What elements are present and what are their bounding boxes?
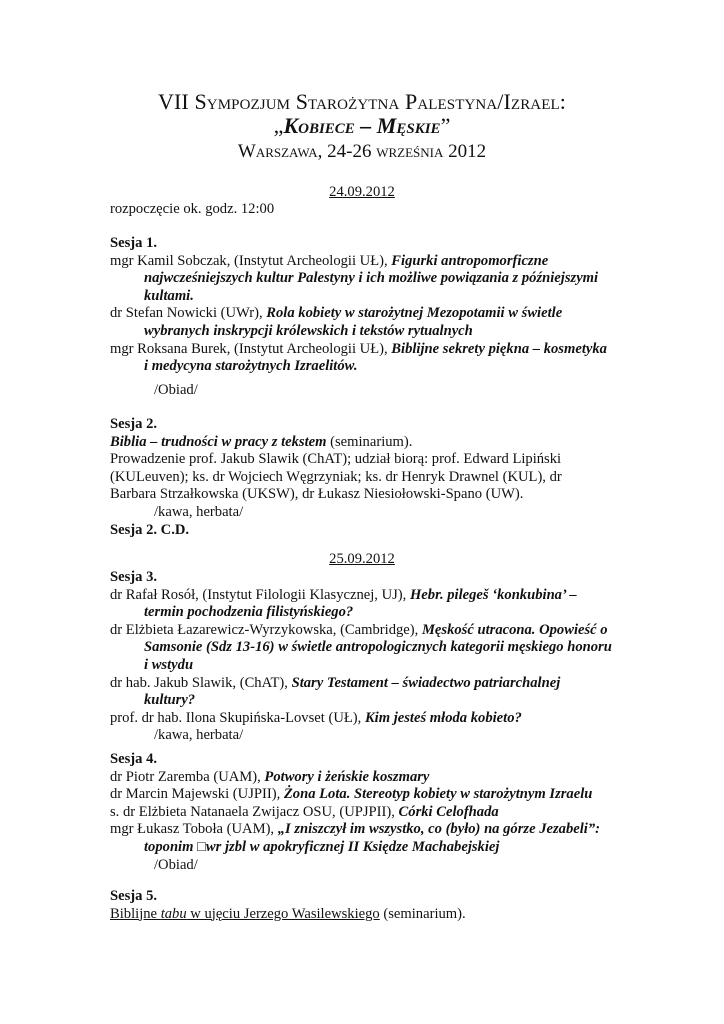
session-5: Sesja 5. Biblijne tabu w ujęciu Jerzego Wasilewskiego (seminarium). <box>110 888 640 923</box>
session-title: Sesja 3. <box>110 569 158 585</box>
talk-item: dr Elżbieta Łazarewicz-Wyrzykowska, (Cambridge), Męskość utracona. Opowieść o Samsonie (Sdz 13-16) w świetle antropologicznych kategorii męskiego honoru i wstydu <box>110 621 612 673</box>
talk-item: mgr Kamil Sobczak, (Instytut Archeologii UŁ), Figurki antropomorficzne najwcześniejszych kultur Palestyny i ich możliwe powiązania z późniejszymi kultami. <box>110 252 599 304</box>
talk-item: s. dr Elżbieta Natanaela Zwijacz OSU, (UPJPII), Córki Celofhada <box>110 803 499 820</box>
session-2: Sesja 2. Biblia – trudności w pracy z tekstem (seminarium). Prowadzenie prof. Jakub Slawik (ChAT); udział biorą: prof. Edward Lipiński (KULeuven); ks. dr Wojciech Węgrzyniak; ks. dr Henryk Drawnel (KUL), dr Barbara Strzałkowska (UKSW), dr Łukasz Niesiołowski-Spano (UW). /kawa, herbata/ Sesja 2. C.D. <box>110 416 640 539</box>
session-4 <box>110 751 640 874</box>
talk-item: dr Marcin Majewski (UJPII), Żona Lota. Stereotyp kobiety w starożytnym Izraelu <box>110 786 593 803</box>
break-coffee: /kawa, herbata/ <box>154 727 244 744</box>
talk-item: dr Stefan Nowicki (UWr), Rola kobiety w starożytnej Mezopotamii w świetle wybranych inskrypcji królewskich i tekstów rytualnych <box>110 305 563 339</box>
symposium-title: VII Sympozjum Starożytna Palestyna/Izrael: <box>158 89 566 114</box>
session-continued: Sesja 2. C.D. <box>110 521 190 538</box>
symposium-theme: „Kobiece – Męskie” <box>273 113 451 138</box>
break-lunch: /Obiad/ <box>154 856 198 873</box>
session-3 <box>110 569 640 745</box>
day1-start: rozpoczęcie ok. godz. 12:00 <box>110 201 275 217</box>
seminar-topic: Biblia – trudności w pracy z tekstem <box>110 433 327 450</box>
talk-item: mgr Łukasz Toboła (UAM), „I zniszczył im wszystko, co (było) na górze Jezabeli”: toponim □wr jzbl w apokryficznej II Księdze Machabejskiej <box>110 821 601 855</box>
talk-item: dr hab. Jakub Slawik, (ChAT), Stary Testament – świadectwo patriarchalnej kultury? <box>110 674 561 709</box>
session-1 <box>110 235 640 376</box>
day1-date: 24.09.2012 <box>329 184 395 200</box>
break-lunch: /Obiad/ <box>154 382 198 398</box>
session-title: Sesja 2. <box>110 416 158 432</box>
day2-date: 25.09.2012 <box>329 551 395 567</box>
talk-item: mgr Roksana Burek, (Instytut Archeologii UŁ), Biblijne sekrety piękna – kosmetyka i medycyna starożytnych Izraelitów. <box>110 340 607 375</box>
talk-item: dr Piotr Zaremba (UAM), Potwory i żeńskie koszmary <box>110 768 430 785</box>
talk-item: dr Rafał Rosół, (Instytut Filologii Klasycznej, UJ), Hebr. pilegeš ‘konkubina’ – termin pochodzenia filistyńskiego? <box>110 586 577 621</box>
session-title: Sesja 5. <box>110 888 158 904</box>
symposium-place-date: Warszawa, 24-26 września 2012 <box>237 141 487 162</box>
theme-title: Kobiece – Męskie <box>283 113 441 138</box>
session-title: Sesja 4. <box>110 751 158 767</box>
seminar-topic: Biblijne tabu w ujęciu Jerzego Wasilewskiego <box>110 905 380 922</box>
session-title: Sesja 1. <box>110 235 158 251</box>
break-coffee: /kawa, herbata/ <box>154 503 244 520</box>
talk-item: prof. dr hab. Ilona Skupińska-Lovset (UŁ), Kim jesteś młoda kobieto? <box>110 709 522 726</box>
